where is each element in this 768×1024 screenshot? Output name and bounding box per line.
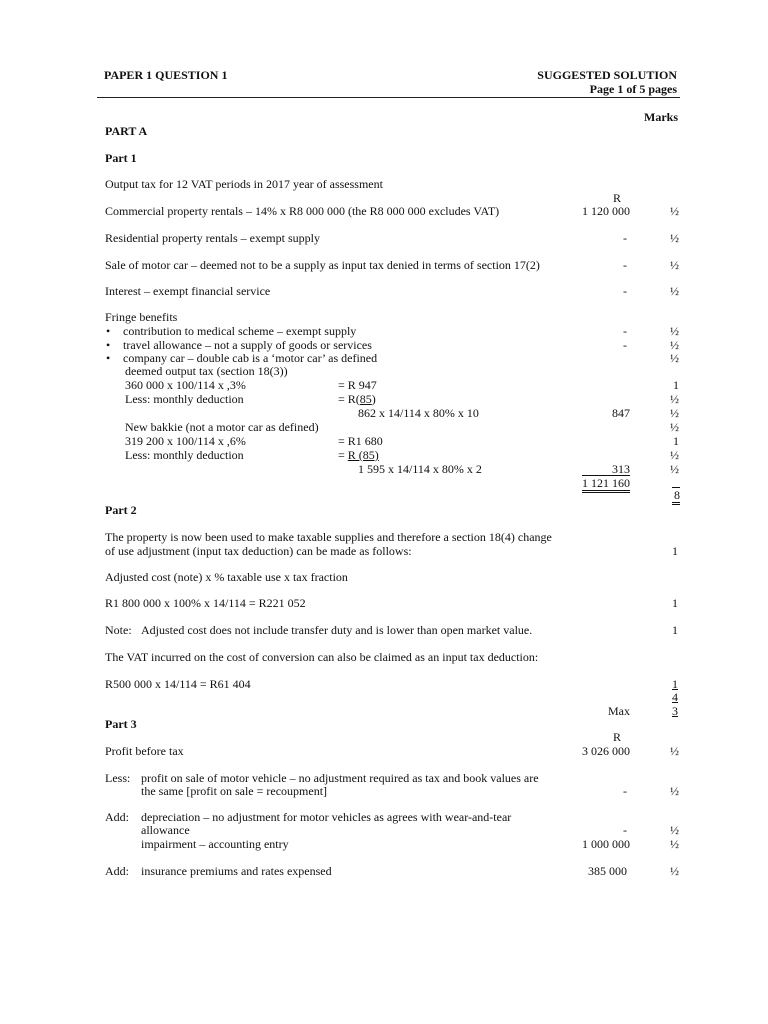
less-mark: ½ <box>670 784 679 798</box>
part-2-calc: R1 800 000 x 100% x 14/114 = R221 052 <box>105 596 306 610</box>
header-paper-title: PAPER 1 QUESTION 1 <box>104 68 228 82</box>
less-amount: - <box>623 784 627 798</box>
header-divider <box>97 97 680 98</box>
add1-label: Add: <box>105 810 129 824</box>
part-2-max-mark: 3 <box>672 704 678 718</box>
marks-column-heading: Marks <box>644 110 678 124</box>
part-1-currency-label: R <box>613 191 622 205</box>
row-interest-mark: ½ <box>670 284 679 298</box>
add2-amount: 385 000 <box>588 864 627 878</box>
fringe-travel-text: • travel allowance – not a supply of goods or services <box>123 338 372 352</box>
part-2-para-line2: of use adjustment (input tax deduction) can be made as follows: <box>105 544 412 558</box>
calc2-formula: 319 200 x 100/114 x ,6% <box>125 434 246 448</box>
part-2-note-label: Note: <box>105 623 132 637</box>
bakkie-mark: ½ <box>670 420 679 434</box>
part-1-total-marks: 8 <box>672 487 680 505</box>
add2-mark: ½ <box>670 864 679 878</box>
res1-amount: 847 <box>612 406 630 420</box>
part-3-currency-label: R <box>613 730 622 744</box>
less1-mark: ½ <box>670 392 679 406</box>
less2-mark: ½ <box>670 448 679 462</box>
fringe-travel-amount: - <box>623 338 627 352</box>
less-line1: profit on sale of motor vehicle – no adjustment required as tax and book values are <box>141 771 539 785</box>
add1-line2: allowance <box>141 823 190 837</box>
less1-value: = R(85) <box>338 392 376 406</box>
profit-before-tax-amount: 3 026 000 <box>582 744 630 758</box>
row-residential-amount: - <box>623 231 627 245</box>
add2-text: insurance premiums and rates expensed <box>141 864 332 878</box>
header-solution-title: SUGGESTED SOLUTION <box>537 68 677 82</box>
less2-value: = R (85) <box>338 448 379 462</box>
part-a-heading: PART A <box>105 124 148 138</box>
fringe-company-car-mark: ½ <box>670 351 679 365</box>
part-2-vat-mark: 1 <box>672 677 678 691</box>
row-motor-car-mark: ½ <box>670 258 679 272</box>
part-2-sum-mark: 4 <box>672 690 678 704</box>
add2-label: Add: <box>105 864 129 878</box>
less2-label: Less: monthly deduction <box>125 448 244 462</box>
profit-before-tax-mark: ½ <box>670 744 679 758</box>
row-commercial-text: Commercial property rentals – 14% x R8 000 000 (the R8 000 000 excludes VAT) <box>105 204 500 218</box>
less1-label: Less: monthly deduction <box>125 392 244 406</box>
calc2-result: = R1 680 <box>338 434 383 448</box>
part-2-heading: Part 2 <box>105 503 137 517</box>
res2-amount: 313 <box>612 462 630 476</box>
add1-line1: depreciation – no adjustment for motor vehicles as agrees with wear-and-tear <box>141 810 512 824</box>
bakkie-text: New bakkie (not a motor car as defined) <box>125 420 319 434</box>
res1-mark: ½ <box>670 406 679 420</box>
fringe-medical-mark: ½ <box>670 324 679 338</box>
fringe-travel-mark: ½ <box>670 338 679 352</box>
row-interest-text: Interest – exempt financial service <box>105 284 271 298</box>
calc1-formula: 360 000 x 100/114 x ,3% <box>125 378 246 392</box>
calc2-mark: 1 <box>673 434 679 448</box>
deemed-output-tax-text: deemed output tax (section 18(3)) <box>125 364 288 378</box>
part-2-vat-text: The VAT incurred on the cost of conversion can also be claimed as an input tax deduction: <box>105 650 539 664</box>
add1-mark2: ½ <box>670 837 679 851</box>
row-residential-text: Residential property rentals – exempt supply <box>105 231 320 245</box>
part-2-vat-calc: R500 000 x 14/114 = R61 404 <box>105 677 251 691</box>
part-2-formula: Adjusted cost (note) x % taxable use x tax fraction <box>105 570 348 584</box>
row-residential-mark: ½ <box>670 231 679 245</box>
add1-line3: impairment – accounting entry <box>141 837 289 851</box>
add1-amount: - <box>623 823 627 837</box>
row-motor-car-amount: - <box>623 258 627 272</box>
less-label: Less: <box>105 771 131 785</box>
part-2-max-label: Max <box>608 704 630 718</box>
part-2-calc-mark: 1 <box>672 596 678 610</box>
part-2-para-line1: The property is now been used to make taxable supplies and therefore a section 18(4) change <box>105 530 552 544</box>
fringe-medical-text: • contribution to medical scheme – exempt supply <box>123 324 356 338</box>
part-2-para-mark: 1 <box>672 544 678 558</box>
row-interest-amount: - <box>623 284 627 298</box>
part-1-heading: Part 1 <box>105 151 137 165</box>
add1-amount2: 1 000 000 <box>582 837 630 851</box>
row-commercial-amount: 1 120 000 <box>582 204 630 218</box>
res2-mark: ½ <box>670 462 679 476</box>
part-2-note-text: Adjusted cost does not include transfer duty and is lower than open market value. <box>141 623 533 637</box>
res2-formula: 1 595 x 14/114 x 80% x 2 <box>358 462 482 476</box>
fringe-medical-amount: - <box>623 324 627 338</box>
row-commercial-mark: ½ <box>670 204 679 218</box>
fringe-benefits-heading: Fringe benefits <box>105 310 178 324</box>
part-1-total: 1 121 160 <box>582 475 630 493</box>
calc1-result: = R 947 <box>338 378 377 392</box>
less-line2: the same [profit on sale = recoupment] <box>141 784 328 798</box>
row-motor-car-text: Sale of motor car – deemed not to be a supply as input tax denied in terms of section 17(2) <box>105 258 540 272</box>
profit-before-tax-text: Profit before tax <box>105 744 184 758</box>
part-2-note-mark: 1 <box>672 623 678 637</box>
page-indicator: Page 1 of 5 pages <box>589 82 677 96</box>
add1-mark: ½ <box>670 823 679 837</box>
part-3-heading: Part 3 <box>105 717 137 731</box>
calc1-mark: 1 <box>673 378 679 392</box>
fringe-company-car-text: • company car – double cab is a ‘motor car’ as defined <box>123 351 377 365</box>
part-1-intro: Output tax for 12 VAT periods in 2017 year of assessment <box>105 177 383 191</box>
res1-formula: 862 x 14/114 x 80% x 10 <box>358 406 479 420</box>
